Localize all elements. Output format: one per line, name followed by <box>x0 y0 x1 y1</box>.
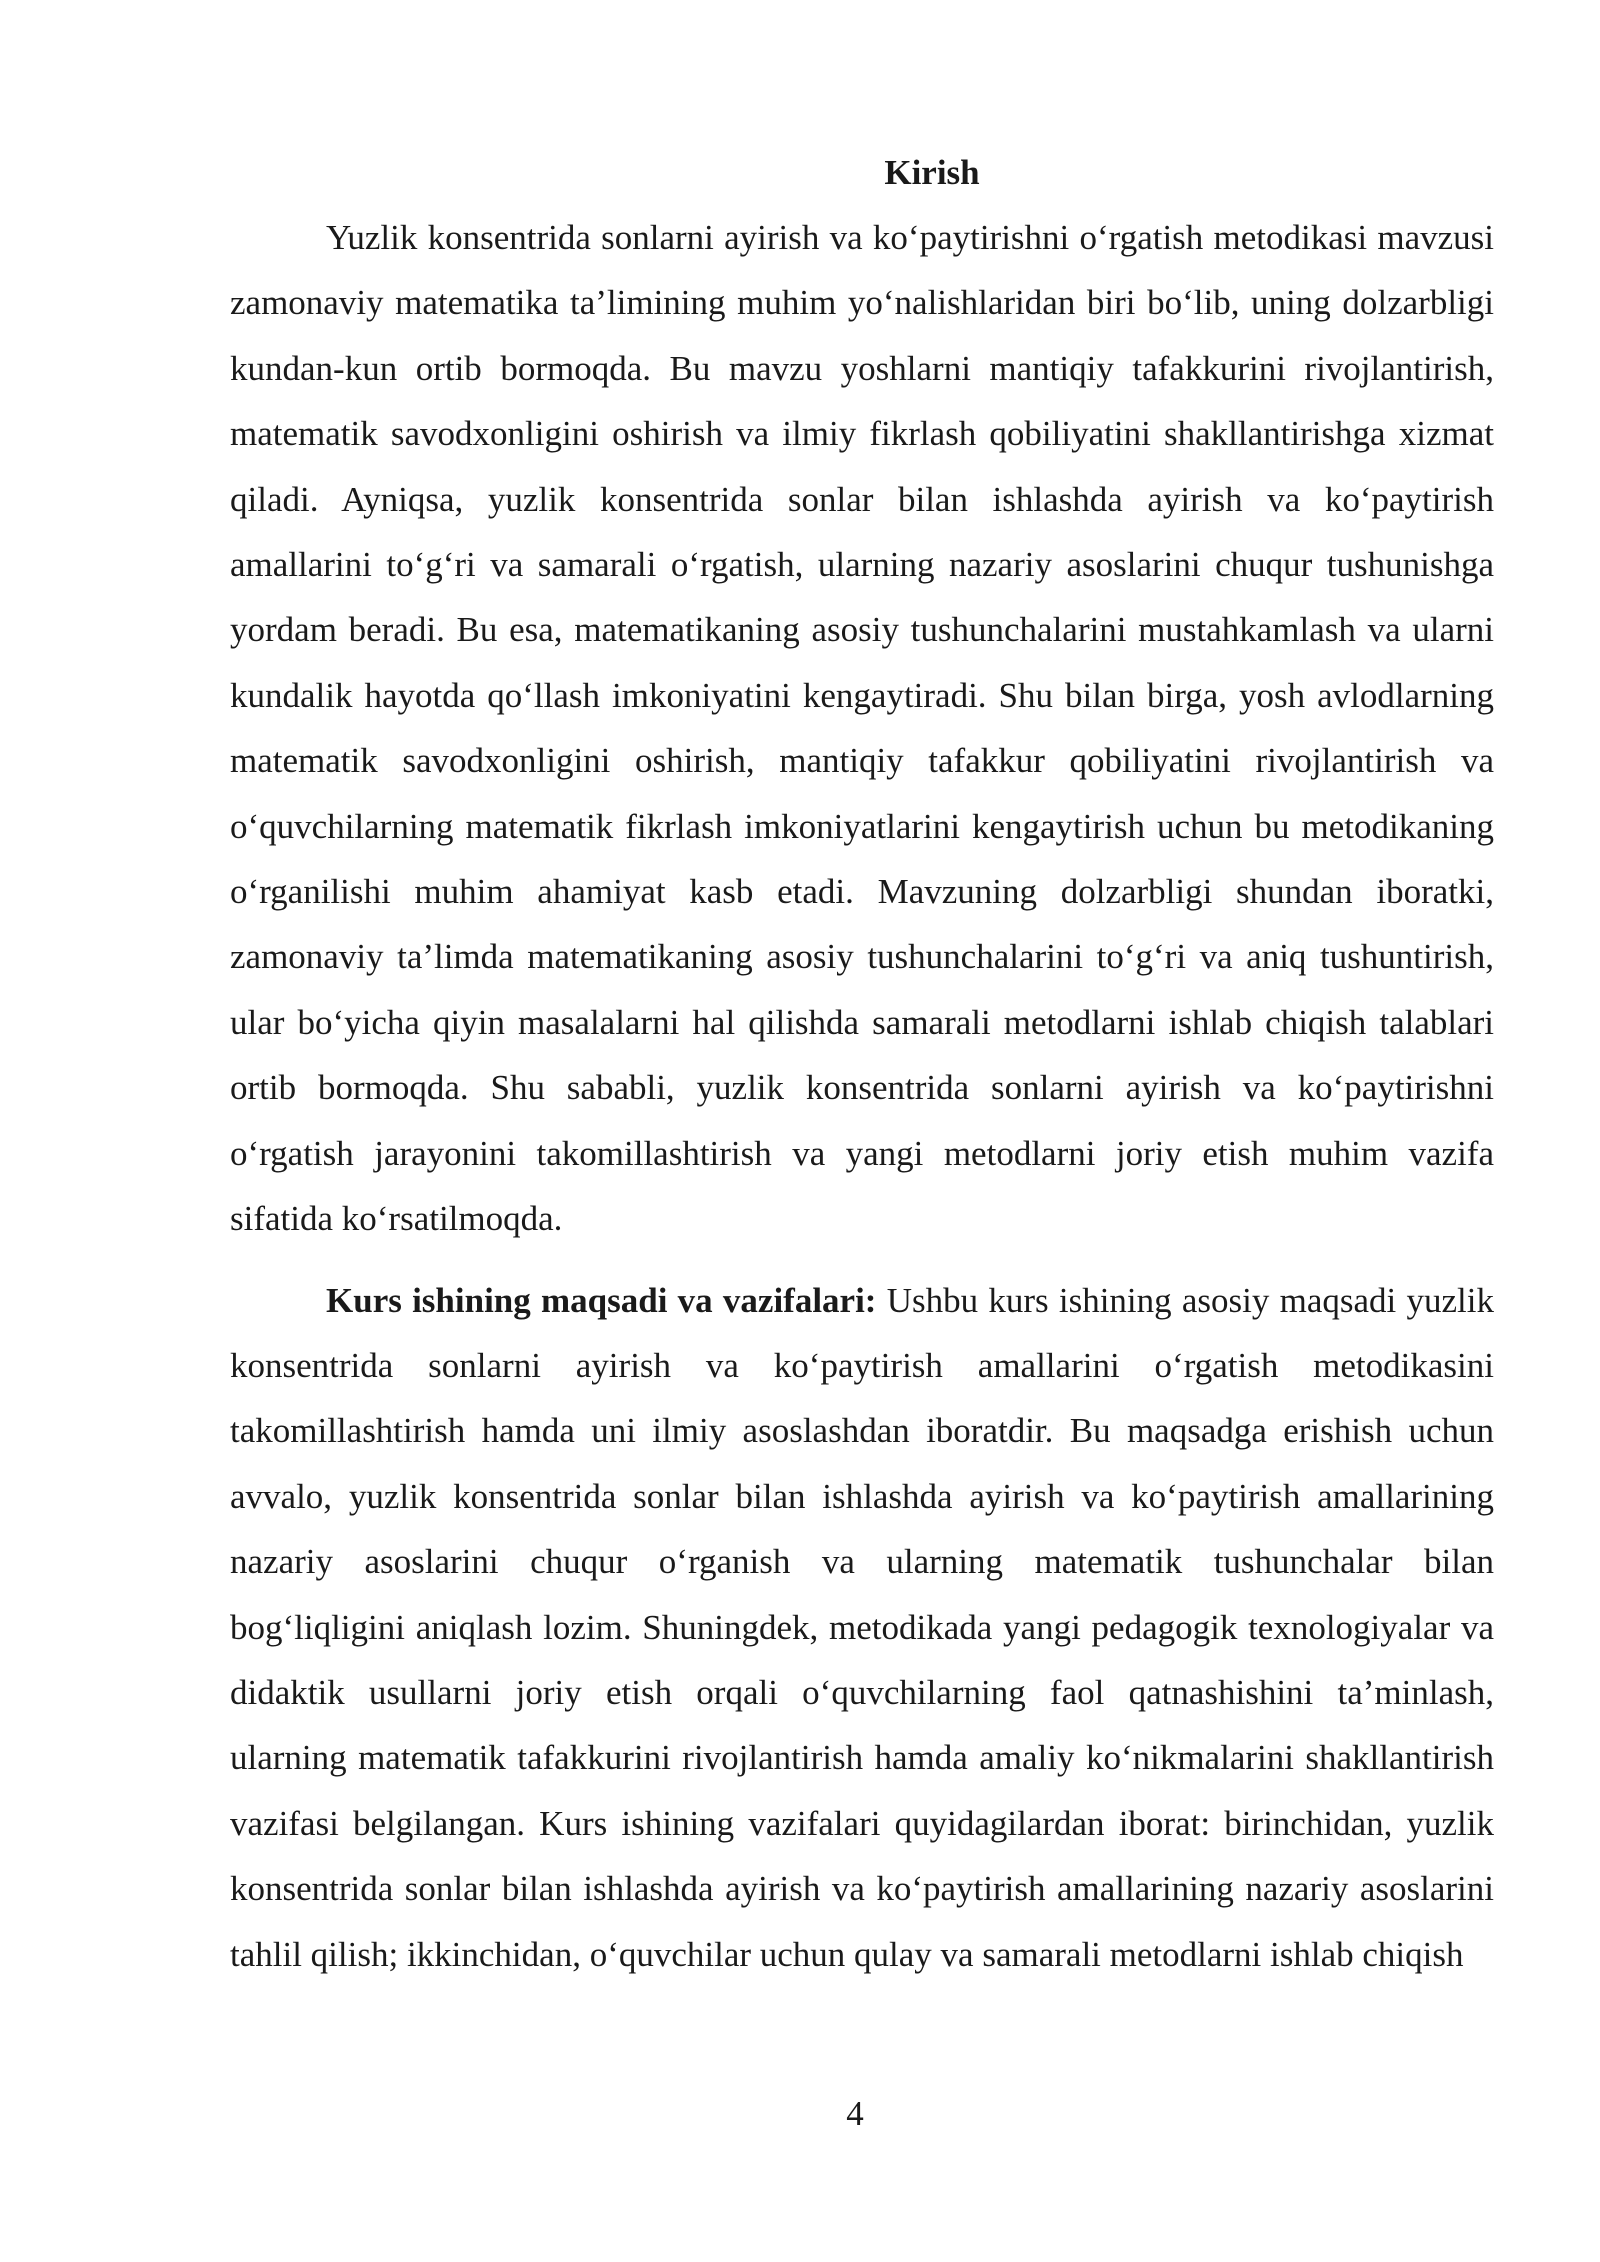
paragraph-goals <box>230 1268 1494 1987</box>
paragraph-text: Yuzlik konsentrida sonlarni ayirish va ko‘paytirishni o‘rgatish metodikasi mavzusi zamonaviy matematika ta’limining muhim yo‘nalishlaridan biri bo‘lib, uning dolzarbligi kundan-kun ortib bormoqda. Bu mavzu yoshlarni mantiqiy tafakkurini rivojlantirish, matematik savodxonligini oshirish va ilmiy fikrlash qobiliyatini shakllantirishga xizmat qiladi. Ayniqsa, yuzlik konsentrida sonlar bilan ishlashda ayirish va ko‘paytirish amallarini to‘g‘ri va samarali o‘rgatish, ularning nazariy asoslarini chuqur tushunishga yordam beradi. Bu esa, matematikaning asosiy tushunchalarini mustahkamlash va ularni kundalik hayotda qo‘llash imkoniyatini kengaytiradi. Shu bilan birga, yosh avlodlarning matematik savodxonligini oshirish, mantiqiy tafakkur qobiliyatini rivojlantirish va o‘quvchilarning matematik fikrlash imkoniyatlarini kengaytirish uchun bu metodikaning o‘rganilishi muhim ahamiyat kasb etadi. Mavzuning dolzarbligi shundan iboratki, zamonaviy ta’limda matematikaning asosiy tushunchalarini to‘g‘ri va aniq tushuntirish, ular bo‘yicha qiyin masalalarni hal qilishda samarali metodlarni ishlab chiqish talablari ortib bormoqda. Shu sababli, yuzlik konsentrida sonlarni ayirish va ko‘paytirishni o‘rgatish jarayonini takomillashtirish va yangi metodlarni joriy etish muhim vazifa sifatida ko‘rsatilmoqda. <box>230 218 1494 1239</box>
paragraph-text: Ushbu kurs ishining asosiy maqsadi yuzlik konsentrida sonlarni ayirish va ko‘paytirish amallarini o‘rgatish metodikasini takomillashtirish hamda uni ilmiy asoslashdan iboratdir. Bu maqsadga erishish uchun avvalo, yuzlik konsentrida sonlar bilan ishlashda ayirish va ko‘paytirish amallarining nazariy asoslarini chuqur o‘rganish va ularning matematik tushunchalar bilan bog‘liqligini aniqlash lozim. Shuningdek, metodikada yangi pedagogik texnologiyalar va didaktik usullarni joriy etish orqali o‘quvchilarning faol qatnashishini ta’minlash, ularning matematik tafakkurini rivojlantirish hamda amaliy ko‘nikmalarini shakllantirish vazifasi belgilangan. Kurs ishining vazifalari quyidagilardan iborat: birinchidan, yuzlik konsentrida sonlar bilan ishlashda ayirish va ko‘paytirish amallarining nazariy asoslarini tahlil qilish; ikkinchidan, o‘quvchilar uchun qulay va samarali metodlarni ishlab chiqish <box>230 1280 1494 1974</box>
paragraph-lead: Kurs ishining maqsadi va vazifalari: <box>326 1280 877 1320</box>
page-body <box>230 140 1494 1987</box>
page-number: 4 <box>846 2094 864 2133</box>
paragraph-introduction <box>230 205 1494 1252</box>
section-heading: Kirish <box>884 153 980 192</box>
